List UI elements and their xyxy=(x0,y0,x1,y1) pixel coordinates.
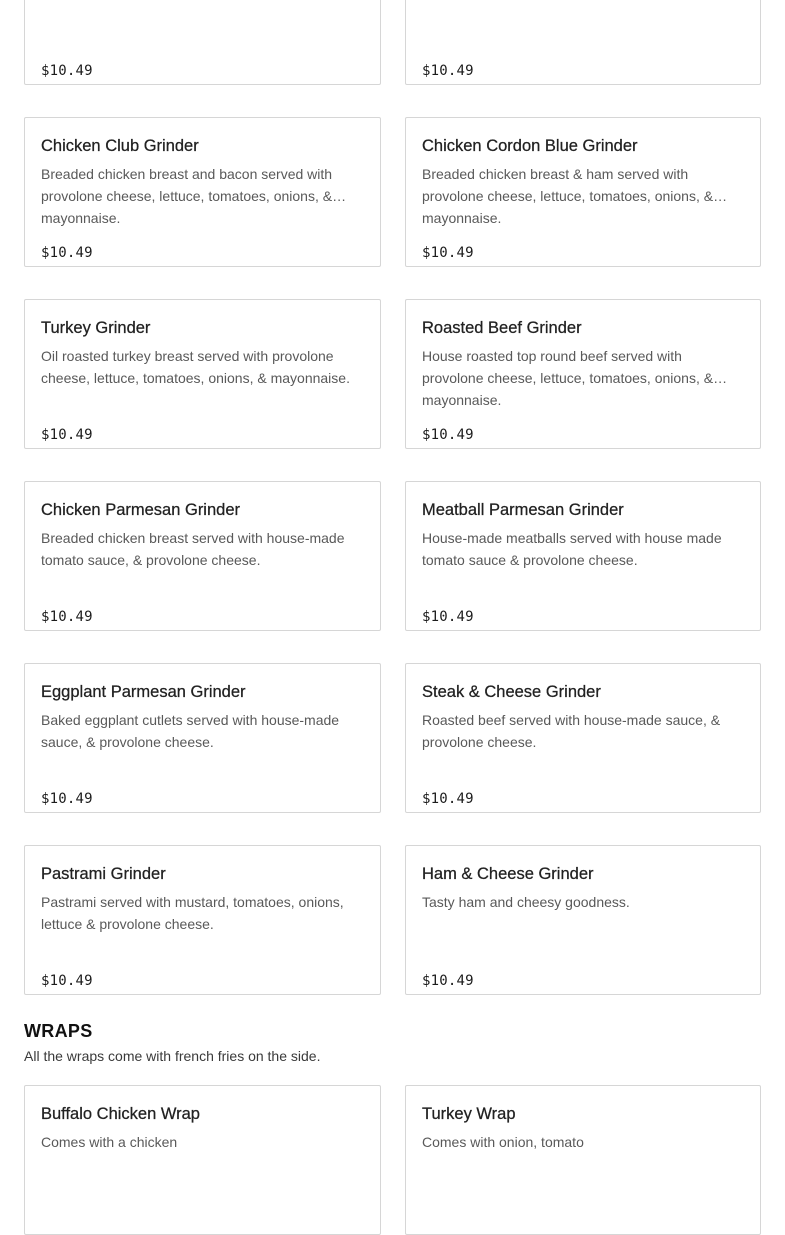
menu-item-description: Comes with a chicken xyxy=(41,1134,178,1150)
menu-item-name: Pastrami Grinder xyxy=(41,865,166,883)
menu-item-name: Meatball Parmesan Grinder xyxy=(422,501,624,519)
menu-item-card[interactable] xyxy=(405,1085,761,1235)
menu-item-price: $10.49 xyxy=(422,791,474,807)
menu-item-description: Breaded chicken breast and bacon served with provolone cheese, lettuce, tomatoes, onions, & mayonnaise. xyxy=(41,166,333,226)
menu-item-name: Steak & Cheese Grinder xyxy=(422,683,601,701)
wraps-section-header xyxy=(24,1018,320,1067)
menu-item-name: Turkey Wrap xyxy=(422,1105,516,1123)
menu-item-price: $10.49 xyxy=(41,427,93,443)
menu-item-name: Eggplant Parmesan Grinder xyxy=(41,683,246,701)
menu-item-description: Comes with onion, tomato xyxy=(422,1134,584,1150)
menu-item-card[interactable] xyxy=(24,663,381,813)
menu-item-description: Pastrami served with mustard, tomatoes, onions, lettuce & provolone cheese. xyxy=(41,894,344,932)
menu-item-description: Baked eggplant cutlets served with house-made sauce, & provolone cheese. xyxy=(41,712,340,750)
menu-item-card[interactable] xyxy=(405,117,761,267)
section-title: WRAPS xyxy=(24,1021,93,1041)
menu-item-card[interactable] xyxy=(405,845,761,995)
menu-item-description: Oil roasted turkey breast served with provolone cheese, lettuce, tomatoes, onions, & mayonnaise. xyxy=(41,348,350,386)
section-subtitle: All the wraps come with french fries on the side. xyxy=(24,1048,321,1064)
menu-item-card[interactable] xyxy=(24,1085,381,1235)
menu-item-price: $10.49 xyxy=(41,245,93,261)
menu-item-name: Chicken Cordon Blue Grinder xyxy=(422,137,638,155)
menu-item-card[interactable] xyxy=(24,299,381,449)
menu-item-card[interactable] xyxy=(24,117,381,267)
wraps-grid xyxy=(24,1085,761,1235)
menu-item-price: $10.49 xyxy=(422,609,474,625)
menu-item-card[interactable] xyxy=(24,481,381,631)
menu-item-card[interactable] xyxy=(405,663,761,813)
menu-item-price: $10.49 xyxy=(422,63,474,79)
menu-item-name: Ham & Cheese Grinder xyxy=(422,865,594,883)
menu-item-description: Breaded chicken breast & ham served with provolone cheese, lettuce, tomatoes, onions, & mayonnaise. xyxy=(422,166,714,226)
menu-item-price: $10.49 xyxy=(41,609,93,625)
menu-item-description: Breaded chicken breast served with house-made tomato sauce, & provolone cheese. xyxy=(41,530,345,568)
menu-item-description: House-made meatballs served with house made tomato sauce & provolone cheese. xyxy=(422,530,722,568)
menu-item-price: $10.49 xyxy=(41,63,93,79)
menu-item-card[interactable] xyxy=(405,299,761,449)
menu-item-card[interactable] xyxy=(405,481,761,631)
grinders-grid xyxy=(24,0,761,995)
menu-item-card[interactable] xyxy=(24,845,381,995)
menu-item-description: Tasty ham and cheesy goodness. xyxy=(422,894,630,910)
menu-item-description: House roasted top round beef served with provolone cheese, lettuce, tomatoes, onions, & mayonnaise. xyxy=(422,348,714,408)
menu-item-name: Buffalo Chicken Wrap xyxy=(41,1105,200,1123)
menu-item-price: $10.49 xyxy=(41,973,93,989)
menu-item-price: $10.49 xyxy=(422,245,474,261)
menu-item-card[interactable] xyxy=(24,0,381,85)
menu-item-name: Chicken Parmesan Grinder xyxy=(41,501,240,519)
menu-item-price: $10.49 xyxy=(41,791,93,807)
menu-item-price: $10.49 xyxy=(422,973,474,989)
menu-item-price: $10.49 xyxy=(422,427,474,443)
menu-item-card[interactable] xyxy=(405,0,761,85)
menu-item-description: Roasted beef served with house-made sauce, & provolone cheese. xyxy=(422,712,721,750)
menu-item-name: Chicken Club Grinder xyxy=(41,137,199,155)
menu-item-name: Turkey Grinder xyxy=(41,319,151,337)
menu-item-name: Roasted Beef Grinder xyxy=(422,319,582,337)
